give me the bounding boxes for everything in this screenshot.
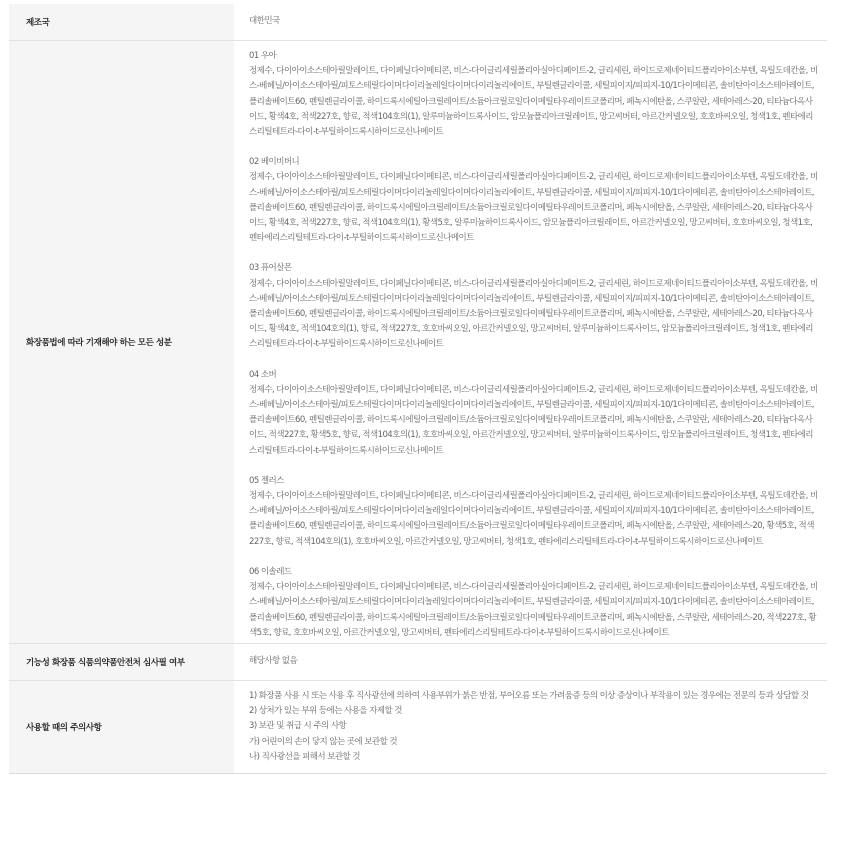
product-ingredients: 정제수, 다이아이소스테아릴말레이트, 다이페닐다이메티콘, 비스-다이글리세릴폴리아실아디페이트-2, 글리세린, 하이드로제네이티드폴리아이소부텐, 옥틸도데칸올, 비스-베헤닐/아이소스테아릴/피토스테릴다이머다이리놀레일다이머다이리놀리에이트, 부틸렌글라이콜, 세틸피이지/피피지-10/1다이메티콘, 솔비탄아이소스테아레이트, 폴리솔베이트60, 펜틸렌글라이콜, 하이드록시에틸아크릴레이트/소듐아크릴로일다이메틸타우레이트코폴리머, 페녹시에탄올, 스쿠알란, 세테아레스-20, 티타늄다옥사이드, 황색4호, 적색227호, 향료, 적색104호의(1), 알루미늄하이드록사이드, 암모늄폴리아크릴레이트, 망고씨버터, 아르간커넬오일, 호호바씨오일, 청색1호, 펜타에리스리틸테트라-다이-t-부틸하이드록시하이드로신나메이트	[249, 66, 818, 138]
caution-line: 1) 화장품 사용 시 또는 사용 후 직사광선에 의하여 사용부위가 붉은 반점, 부어오름 또는 가려움증 등의 이상 증상이나 부작용이 있는 경우에는 전문의 등과 상담할 것	[249, 690, 809, 701]
product-name: 05 젤러스	[249, 475, 284, 486]
product-block	[249, 155, 819, 246]
product-block	[249, 474, 819, 550]
origin-row	[9, 4, 827, 41]
origin-label: 제조국	[9, 4, 234, 41]
product-ingredients: 정제수, 다이아이소스테아릴말레이트, 다이페닐다이메티콘, 비스-다이글리세릴폴리아실아디페이트-2, 글리세린, 하이드로제네이티드폴리아이소부텐, 옥틸도데칸올, 비스-베헤닐/아이소스테아릴/피토스테릴다이머다이리놀레일다이머다이리놀리에이트, 부틸렌글라이콜, 세틸피이지/피피지-10/1다이메티콘, 솔비탄아이소스테아레이트, 폴리솔베이트60, 펜틸렌글라이콜, 하이드록시에틸아크릴레이트/소듐아크릴로일다이메틸타우레이트코폴리머, 페녹시에탄올, 스쿠알란, 세테아레스-20, 티타늄다옥사이드, 황색4호, 적색227호, 향료, 적색104호의(1), 황색5호, 알루미늄하이드록사이드, 암모늄폴리아크릴레이트, 아르간커넬오일, 망고씨버터, 호호바씨오일, 청색1호, 펜타에리스리틸테트라-다이-t-부틸하이드록시하이드로신나메이트	[249, 172, 818, 244]
product-name: 02 베이비버니	[249, 157, 300, 168]
product-name: 03 퓨어살몬	[249, 263, 292, 274]
ingredients-list	[234, 41, 827, 644]
product-block	[249, 565, 819, 641]
caution-list	[234, 680, 827, 773]
product-ingredients: 정제수, 다이아이소스테아릴말레이트, 다이페닐다이메티콘, 비스-다이글리세릴폴리아실아디페이트-2, 글리세린, 하이드로제네이티드폴리아이소부텐, 옥틸도데칸올, 비스-베헤닐/아이소스테아릴/피토스테릴다이머다이리놀레일다이머다이리놀리에이트, 부틸렌글라이콜, 세틸피이지/피피지-10/1다이메티콘, 솔비탄아이소스테아레이트, 폴리솔베이트60, 펜틸렌글라이콜, 하이드록시에틸아크릴레이트/소듐아크릴로일다이메틸타우레이트코폴리머, 페녹시에탄올, 스쿠알란, 세테아레스-20, 티타늄다옥사이드, 황색4호, 적색104호의(1), 향료, 적색227호, 호호바씨오일, 아르간커넬오일, 망고씨버터, 알루미늄하이드록사이드, 암모늄폴리아크릴레이트, 청색1호, 펜타에리스리틸테트라-다이-t-부틸하이드록시하이드로신나메이트	[249, 278, 818, 350]
caution-line: 나) 직사광선을 피해서 보관할 것	[249, 751, 360, 762]
product-name: 01 우아	[249, 51, 277, 61]
product-ingredients: 정제수, 다이아이소스테아릴말레이트, 다이페닐다이메티콘, 비스-다이글리세릴폴리아실아디페이트-2, 글리세린, 하이드로제네이티드폴리아이소부텐, 옥틸도데칸올, 비스-베헤닐/아이소스테아릴/피토스테릴다이머다이리놀레일다이머다이리놀리에이트, 부틸렌글라이콜, 세틸피이지/피피지-10/1다이메티콘, 솔비탄아이소스테아레이트, 폴리솔베이트60, 펜틸렌글라이콜, 하이드록시에틸아크릴레이트/소듐아크릴로일다이메틸타우레이트코폴리머, 페녹시에탄올, 스쿠알란, 세테아레스-20, 황색5호, 적색227호, 향료, 적색104호의(1), 호호바씨오일, 아르간커넬오일, 망고씨버터, 청색1호, 펜타에리스리틸테트라-다이-t-부틸하이드록시하이드로신나메이트	[249, 491, 818, 547]
product-name: 04 소버	[249, 369, 277, 380]
product-info-table	[9, 4, 827, 774]
functional-label: 기능성 화장품 식품의약품안전처 심사필 여부	[9, 643, 234, 680]
caution-line: 2) 상처가 있는 부위 등에는 사용을 자제할 것	[249, 706, 402, 717]
caution-line: 가) 어린이의 손이 닿지 않는 곳에 보관할 것	[249, 736, 398, 747]
ingredients-row	[9, 41, 827, 644]
product-block	[249, 261, 819, 352]
caution-row	[9, 680, 827, 773]
product-block	[249, 49, 819, 140]
functional-value: 해당사항 없음	[249, 656, 298, 667]
product-ingredients: 정제수, 다이아이소스테아릴말레이트, 다이페닐다이메티콘, 비스-다이글리세릴폴리아실아디페이트-2, 글리세린, 하이드로제네이티드폴리아이소부텐, 옥틸도데칸올, 비스-베헤닐/아이소스테아릴/피토스테릴다이머다이리놀레일다이머다이리놀리에이트, 부틸렌글라이콜, 세틸피이지/피피지-10/1다이메티콘, 솔비탄아이소스테아레이트, 폴리솔베이트60, 펜틸렌글라이콜, 하이드록시에틸아크릴레이트/소듐아크릴로일다이메틸타우레이트코폴리머, 페녹시에탄올, 스쿠알란, 세테아레스-20, 티타늄다옥사이드, 적색227호, 황색5호, 향료, 적색104호의(1), 호호바씨오일, 아르간커넬오일, 망고씨버터, 알루미늄하이드록사이드, 암모늄폴리아크릴레이트, 청색1호, 펜타에리스리틸테트라-다이-t-부틸하이드록시하이드로신나메이트	[249, 384, 818, 456]
product-ingredients: 정제수, 다이아이소스테아릴말레이트, 다이페닐다이메티콘, 비스-다이글리세릴폴리아실아디페이트-2, 글리세린, 하이드로제네이티드폴리아이소부텐, 옥틸도데칸올, 비스-베헤닐/아이소스테아릴/피토스테릴다이머다이리놀레일다이머다이리놀리에이트, 부틸렌글라이콜, 세틸피이지/피피지-10/1다이메티콘, 솔비탄아이소스테아레이트, 폴리솔베이트60, 펜틸렌글라이콜, 하이드록시에틸아크릴레이트/소듐아크릴로일다이메틸타우레이트코폴리머, 페녹시에탄올, 스쿠알란, 세테아레스-20, 적색227호, 황색5호, 향료, 호호바씨오일, 아르간커넬오일, 망고씨버터, 펜타에리스리틸테트라-다이-t-부틸하이드록시하이드로신나메이트	[249, 582, 818, 638]
product-name: 06 이솔레드	[249, 566, 292, 577]
origin-value: 대한민국	[249, 16, 280, 27]
ingredients-label: 화장품법에 따라 기재해야 하는 모든 성분	[9, 41, 234, 644]
functional-row	[9, 643, 827, 680]
caution-label: 사용할 때의 주의사항	[9, 680, 234, 773]
caution-line: 3) 보관 및 취급 시 주의 사항	[249, 721, 347, 732]
product-block	[249, 368, 819, 459]
